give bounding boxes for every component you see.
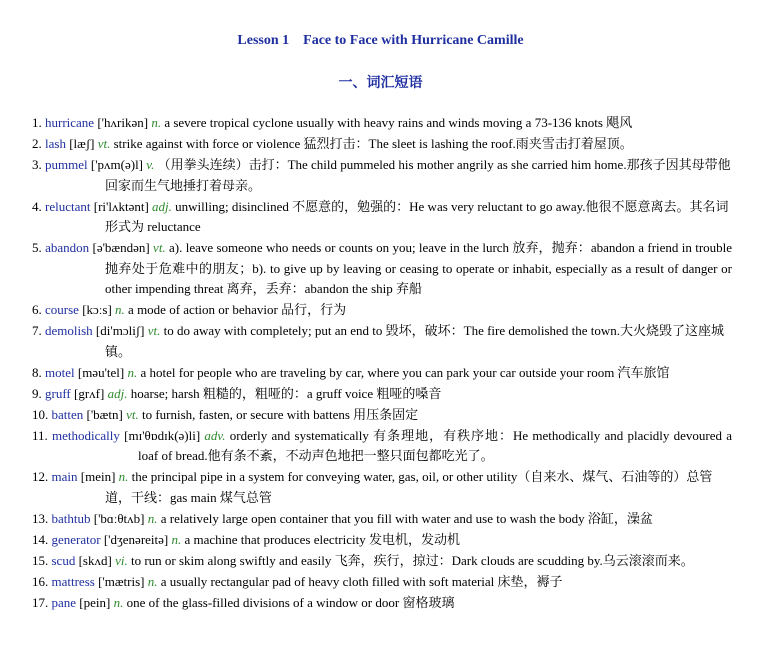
definition: unwilling; disinclined 不愿意的，勉强的：He was very reluctant to go away.他很不愿意离去。其名词形式为 reluctance <box>105 198 729 234</box>
headword: main <box>51 469 78 484</box>
phonetic: ['dʒenəreitə] <box>103 531 169 547</box>
part-of-speech: adv. <box>204 427 226 443</box>
phonetic: ['hʌrikən] <box>97 115 149 130</box>
part-of-speech: vt. <box>147 323 161 338</box>
headword: hurricane <box>45 115 95 130</box>
part-of-speech: n. <box>151 115 162 130</box>
part-of-speech: n. <box>147 510 158 526</box>
vocab-entry-course: 6. course [kɔːs] n. a mode of action or behavior 品行，行为 <box>32 302 347 317</box>
definition: a relatively large open container that you fill with water and use to wash the body 浴缸，澡盆 <box>160 510 653 526</box>
headword: reluctant <box>45 198 91 214</box>
part-of-speech: v. <box>146 157 155 172</box>
definition: strike against with force or violence 猛烈打击：The sleet is lashing the roof.雨夹雪击打着屋顶。 <box>113 136 633 151</box>
part-of-speech: vt. <box>153 240 166 255</box>
part-of-speech: vt. <box>126 406 139 422</box>
headword: motel <box>45 364 75 380</box>
part-of-speech: n. <box>115 302 125 317</box>
definition: a machine that produces electricity 发电机，发动机 <box>184 531 460 547</box>
vocab-entry-motel: 8. motel [məu'tel] n. a hotel for people who are traveling by car, where you can park your car outside your room 汽车旅馆 <box>32 364 670 380</box>
headword: bathtub <box>51 510 91 526</box>
headword: pane <box>51 594 77 610</box>
vocab-entry-gruff: 9. gruff [grʌf] adj. hoarse; harsh 粗糙的，粗哑的：a gruff voice 粗哑的嗓音 <box>32 385 442 401</box>
phonetic: ['bɑːθtʌb] <box>93 510 145 526</box>
headword: gruff <box>45 385 71 401</box>
vocab-entry-mattress: 16. mattress ['mætris] n. a usually rectangular pad of heavy cloth filled with soft material 床垫，褥子 <box>32 573 563 589</box>
phonetic: [læʃ] <box>69 136 95 151</box>
vocab-entry-reluctant: 4. reluctant [ri'lʌktənt] adj. unwilling; disinclined 不愿意的，勉强的：He was very reluctant to go away.他很不愿意离去。其名词形式为 reluctance <box>32 198 729 234</box>
definition: a). leave someone who needs or counts on you; leave in the lurch 放弃，抛弃：abandon a friend in trouble 抛弃处于危难中的朋友；b). to give up by leaving or ceasing to operate or inhabit, especially as a result of danger or other impending threat 离弃，丢弃：abandon the ship 弃船 <box>105 240 733 296</box>
phonetic: [məu'tel] <box>77 364 125 380</box>
definition: the principal pipe in a system for conveying water, gas, oil, or other utility（自来水、煤气、石油等的）总管道，干线：gas main 煤气总管 <box>105 469 713 505</box>
part-of-speech: vi. <box>115 552 128 568</box>
vocab-entry-pane: 17. pane [pein] n. one of the glass-filled divisions of a window or door 窗格玻璃 <box>32 594 455 610</box>
phonetic: ['pʌm(ə)l] <box>90 157 144 172</box>
phonetic: [skʌd] <box>78 552 112 568</box>
definition: to run or skim along swiftly and easily 飞奔，疾行，掠过：Dark clouds are scudding by.乌云滚滚而来。 <box>130 552 694 568</box>
vocab-entry-batten: 10. batten ['bætn] vt. to furnish, fasten, or secure with battens 用压条固定 <box>32 406 419 422</box>
phonetic: [pein] <box>79 594 111 610</box>
definition: hoarse; harsh 粗糙的，粗哑的：a gruff voice 粗哑的嗓音 <box>130 385 442 401</box>
part-of-speech: adj. <box>107 385 128 401</box>
headword: pummel <box>45 157 88 172</box>
phonetic: [ə'bændən] <box>92 240 150 255</box>
phonetic: [ri'lʌktənt] <box>93 198 149 214</box>
headword: batten <box>51 406 84 422</box>
definition: a hotel for people who are traveling by car, where you can park your car outside your room 汽车旅馆 <box>140 364 670 380</box>
part-of-speech: vt. <box>97 136 111 151</box>
vocabulary-list <box>32 113 732 614</box>
vocab-entry-bathtub: 13. bathtub ['bɑːθtʌb] n. a relatively large open container that you fill with water and use to wash the body 浴缸，澡盆 <box>32 510 653 526</box>
vocab-entry-hurricane: 1. hurricane ['hʌrikən] n. a severe tropical cyclone usually with heavy rains and winds moving a 73-136 knots 飓风 <box>32 115 633 130</box>
phonetic: [kɔːs] <box>82 302 112 317</box>
vocab-entry-demolish: 7. demolish [di'mɔliʃ] vt. to do away with completely; put an end to 毁坏，破坏：The fire demolished the town.大火烧毁了这座城镇。 <box>32 323 724 359</box>
headword: mattress <box>51 573 95 589</box>
vocab-entry-pummel: 3. pummel ['pʌm(ə)l] v. （用拳头连续）击打：The child pummeled his mother angrily as she carried him home.那孩子因其母带他回家而生气地捶打着母亲。 <box>32 157 731 193</box>
definition: to furnish, fasten, or secure with battens 用压条固定 <box>141 406 419 422</box>
definition: a severe tropical cyclone usually with heavy rains and winds moving a 73-136 knots 飓风 <box>164 115 633 130</box>
phonetic: ['mætris] <box>98 573 145 589</box>
part-of-speech: n. <box>171 531 182 547</box>
headword: course <box>45 302 79 317</box>
headword: lash <box>45 136 66 151</box>
definition: to do away with completely; put an end to 毁坏，破坏：The fire demolished the town.大火烧毁了这座城镇。 <box>105 323 724 359</box>
headword: scud <box>51 552 76 568</box>
vocab-entry-abandon: 5. abandon [ə'bændən] vt. a). leave someone who needs or counts on you; leave in the lurch 放弃，抛弃：abandon a friend in trouble 抛弃处于危难中的朋友；b). to give up by leaving or ceasing to operate or inhabit, especially as a result of danger or other impending threat 离弃，丢弃：abandon the ship 弃船 <box>32 240 733 296</box>
part-of-speech: n. <box>113 594 124 610</box>
part-of-speech: adj. <box>152 198 172 214</box>
lesson-title: Lesson 1 Face to Face with Hurricane Camille <box>237 33 524 48</box>
definition: （用拳头连续）击打：The child pummeled his mother angrily as she carried him home.那孩子因其母带他回家而生气地捶打着母亲。 <box>105 157 731 193</box>
phonetic: [grʌf] <box>74 385 105 401</box>
headword: methodically <box>52 427 120 443</box>
vocab-entry-generator: 14. generator ['dʒenəreitə] n. a machine that produces electricity 发电机，发动机 <box>32 531 460 547</box>
phonetic: [di'mɔliʃ] <box>95 323 145 338</box>
part-of-speech: n. <box>118 469 129 484</box>
part-of-speech: n. <box>127 364 138 380</box>
definition: one of the glass-filled divisions of a window or door 窗格玻璃 <box>126 594 455 610</box>
part-of-speech: n. <box>147 573 158 589</box>
vocab-entry-lash: 2. lash [læʃ] vt. strike against with force or violence 猛烈打击：The sleet is lashing the roof.雨夹雪击打着屋顶。 <box>32 136 633 151</box>
phonetic: [mein] <box>80 469 116 484</box>
definition: a mode of action or behavior 品行，行为 <box>128 302 347 317</box>
vocab-entry-scud: 15. scud [skʌd] vi. to run or skim along swiftly and easily 飞奔，疾行，掠过：Dark clouds are scudding by.乌云滚滚而来。 <box>32 552 694 568</box>
definition: orderly and systematically 有条理地，有秩序地：He methodically and placidly devoured a loaf of bread.他有条不紊，不动声色地把一整只面包都吃光了。 <box>138 427 733 463</box>
section-heading: 一、词汇短语 <box>338 76 423 91</box>
phonetic: [mɪ'θɒdɪk(ə)li] <box>124 427 201 443</box>
headword: abandon <box>45 240 90 255</box>
vocab-entry-methodically: 11. methodically [mɪ'θɒdɪk(ə)li] adv. orderly and systematically 有条理地，有秩序地：He methodically and placidly devoured a loaf of bread.他有条不紊，不动声色地把一整只面包都吃光了。 <box>32 427 733 463</box>
vocab-entry-main: 12. main [mein] n. the principal pipe in a system for conveying water, gas, oil, or other utility（自来水、煤气、石油等的）总管道，干线：gas main 煤气总管 <box>32 469 713 505</box>
headword: demolish <box>45 323 93 338</box>
phonetic: ['bætn] <box>86 406 123 422</box>
headword: generator <box>51 531 101 547</box>
definition: a usually rectangular pad of heavy cloth filled with soft material 床垫，褥子 <box>160 573 563 589</box>
